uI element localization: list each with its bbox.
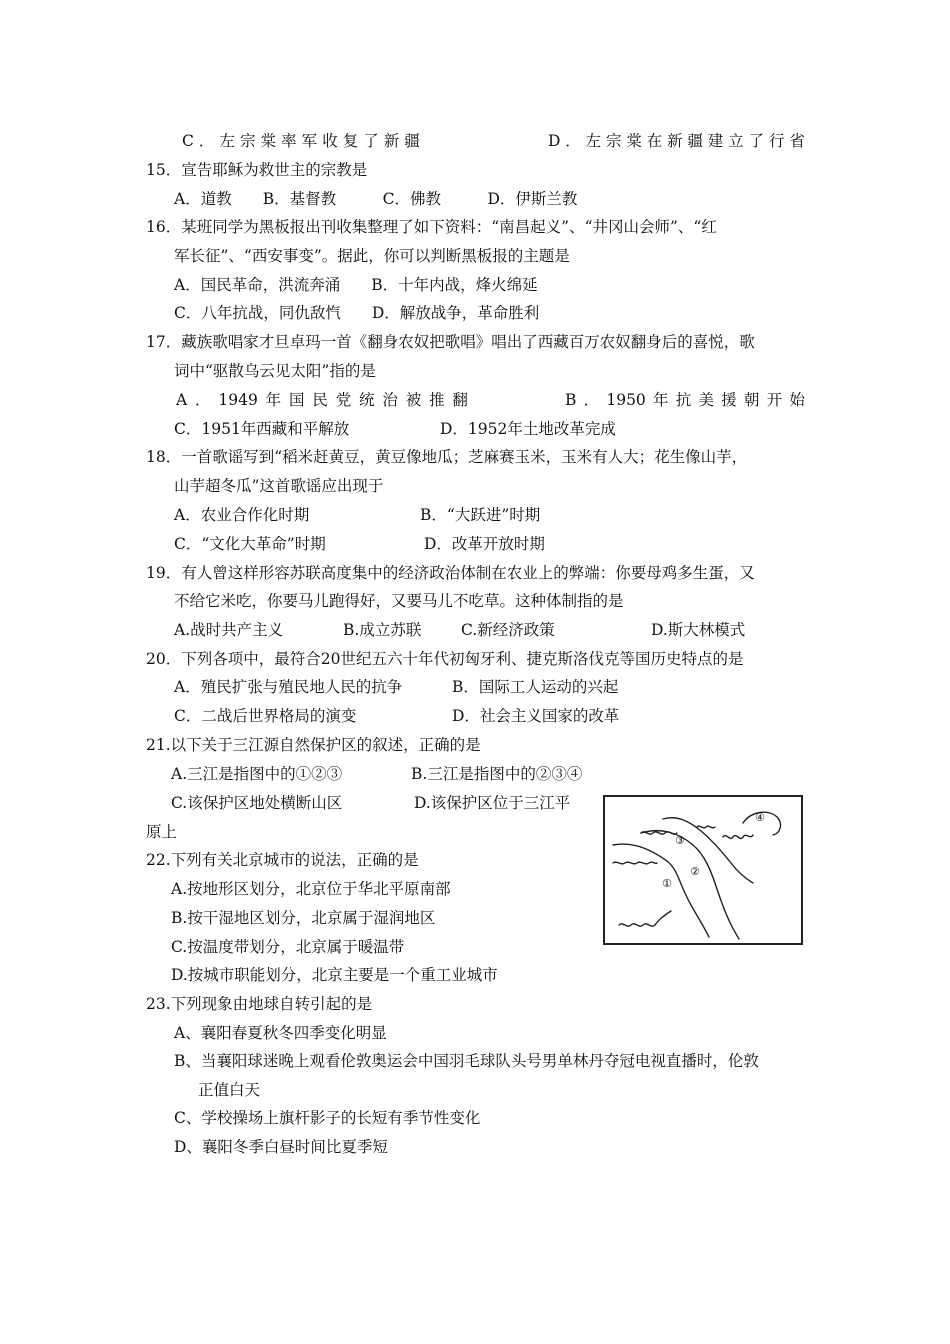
q22-option-c: C.按温度带划分，北京属于暖温带 xyxy=(171,938,405,956)
q23-stem: 23.下列现象由地球自转引起的是 xyxy=(146,995,373,1013)
river-map-drawing xyxy=(605,797,801,943)
q18-option-d: D．改革开放时期 xyxy=(424,535,545,553)
q23-option-d: D、襄阳冬季白昼时间比夏季短 xyxy=(174,1138,388,1156)
q17-option-b: B ． 1950 年 抗 美 援 朝 开 始 xyxy=(565,391,805,409)
q14-option-d: D ． 左 宗 棠 在 新 疆 建 立 了 行 省 xyxy=(548,132,805,150)
q23-option-a: A、襄阳春夏秋冬四季变化明显 xyxy=(174,1024,387,1042)
q20-option-b: B．国际工人运动的兴起 xyxy=(452,678,619,696)
q18-stem-2: 山芋超冬瓜”这首歌谣应出现于 xyxy=(174,477,384,495)
q21-option-d: D.该保护区位于三江平 xyxy=(414,794,571,812)
map-marker-2: ② xyxy=(690,865,700,878)
q17-option-a: A ． 1949 年 国 民 党 统 治 被 推 翻 xyxy=(176,391,468,409)
map-marker-3: ③ xyxy=(675,834,685,847)
q21-stem: 21.以下关于三江源自然保护区的叙述，正确的是 xyxy=(146,736,481,754)
q16-stem-2: 军长征”、“西安事变”。据此，你可以判断黑板报的主题是 xyxy=(174,247,570,265)
q18-option-b: B．“大跃进”时期 xyxy=(420,506,541,524)
q22-option-d: D.按城市职能划分，北京主要是一个重工业城市 xyxy=(171,966,498,984)
q16-options-ab: A．国民革命，洪流奔涌 B．十年内战，烽火绵延 xyxy=(174,276,538,294)
q17-option-d: D．1952年土地改革完成 xyxy=(440,420,616,438)
q23-option-b: B、当襄阳球迷晚上观看伦敦奥运会中国羽毛球队头号男单林丹夺冠电视直播时，伦敦 xyxy=(174,1052,759,1070)
q22-option-b: B.按干湿地区划分，北京属于湿润地区 xyxy=(171,909,436,927)
q20-option-a: A．殖民扩张与殖民地人民的抗争 xyxy=(174,678,403,696)
three-rivers-map xyxy=(603,795,803,945)
q22-option-a: A.按地形区划分，北京位于华北平原南部 xyxy=(171,880,451,898)
q17-stem-1: 17．藏族歌唱家才旦卓玛一首《翻身农奴把歌唱》唱出了西藏百万农奴翻身后的喜悦，歌 xyxy=(146,333,755,351)
q15-options: A．道教 B．基督教 C．佛教 D．伊斯兰教 xyxy=(174,190,578,208)
q22-stem: 22.下列有关北京城市的说法，正确的是 xyxy=(146,851,419,869)
q19-stem-1: 19．有人曾这样形容苏联高度集中的经济政治体制在农业上的弊端：你要母鸡多生蛋，又 xyxy=(146,564,755,582)
q15-stem: 15．宣告耶稣为救世主的宗教是 xyxy=(146,161,368,179)
q18-option-c: C．“文化大革命”时期 xyxy=(174,535,326,553)
map-marker-1: ① xyxy=(662,877,672,890)
q23-option-c: C、学校操场上旗杆影子的长短有季节性变化 xyxy=(174,1109,481,1127)
q18-stem-1: 18．一首歌谣写到“稻米赶黄豆，黄豆像地瓜；芝麻赛玉米，玉米有人大；花生像山芋， xyxy=(146,448,748,466)
q17-stem-2: 词中“驱散乌云见太阳”指的是 xyxy=(174,362,376,380)
q23-option-b-wrap: 正值白天 xyxy=(198,1081,261,1099)
q20-option-c: C．二战后世界格局的演变 xyxy=(174,707,357,725)
q21-option-d-wrap: 原上 xyxy=(146,823,178,841)
q21-option-a: A.三江是指图中的①②③ xyxy=(171,765,343,783)
q21-option-c: C.该保护区地处横断山区 xyxy=(171,794,343,812)
q19-option-d: D.斯大林模式 xyxy=(651,621,746,639)
map-marker-4: ④ xyxy=(755,811,765,824)
q19-option-b: B.成立苏联 xyxy=(343,621,422,639)
q16-options-cd: C．八年抗战，同仇敌忾 D．解放战争，革命胜利 xyxy=(174,304,540,322)
q19-option-c: C.新经济政策 xyxy=(461,621,555,639)
q17-option-c: C．1951年西藏和平解放 xyxy=(174,420,350,438)
q18-option-a: A．农业合作化时期 xyxy=(174,506,310,524)
q21-option-b: B.三江是指图中的②③④ xyxy=(411,765,583,783)
q20-stem: 20．下列各项中，最符合20世纪五六十年代初匈牙利、捷克斯洛伐克等国历史特点的是 xyxy=(146,650,744,668)
q16-stem-1: 16．某班同学为黑板报出刊收集整理了如下资料：“南昌起义”、“井冈山会师”、“红 xyxy=(146,218,717,236)
q19-stem-2: 不给它米吃，你要马儿跑得好，又要马儿不吃草。这种体制指的是 xyxy=(174,592,624,610)
q14-option-c: C ． 左 宗 棠 率 军 收 复 了 新 疆 xyxy=(182,132,420,150)
q19-option-a: A.战时共产主义 xyxy=(174,621,284,639)
q20-option-d: D．社会主义国家的改革 xyxy=(452,707,620,725)
